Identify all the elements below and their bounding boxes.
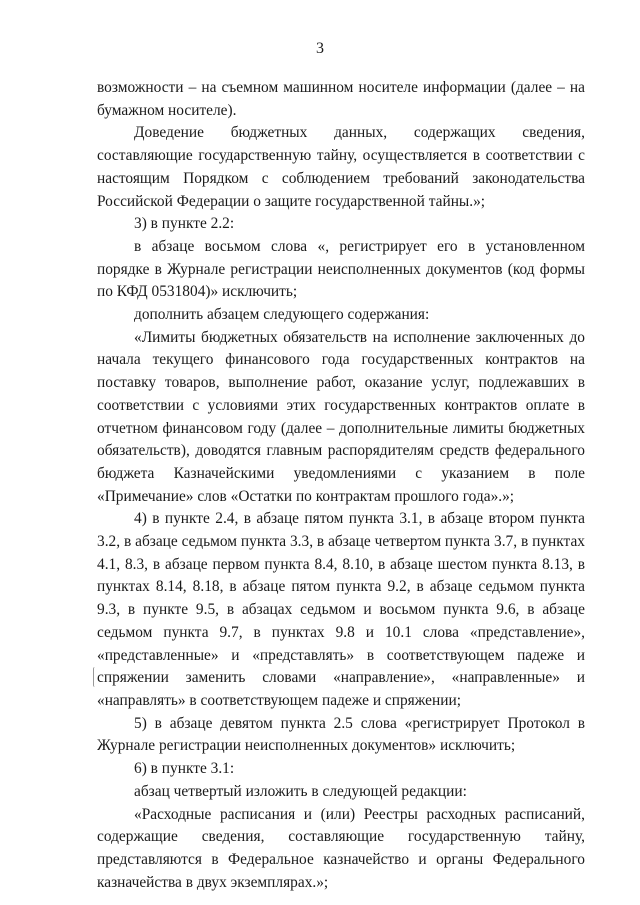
paragraph: абзац четвертый изложить в следующей редакции: (134, 782, 467, 800)
paragraph: дополнить абзацем следующего содержания: (134, 306, 430, 324)
body-text (97, 77, 585, 894)
amendment-item-heading: 6) в пункте 3.1: (134, 760, 235, 778)
paragraph: Доведение бюджетных данных, содержащих сведения, составляющие государственную тайну, осуществляется в соответствии с настоящим Порядком с соблюдением требований законодательства Российской Федерации о защите государственной тайны.»; (97, 124, 585, 210)
paragraph: возможности – на съемном машинном носителе информации (далее – на бумажном носителе). (97, 79, 585, 119)
amendment-item: 4) в пункте 2.4, в абзаце пятом пункта 3.1, в абзаце втором пункта 3.2, в абзаце седьмом пункта 3.3, в абзаце четвертом пункта 3.7, в пунктах 4.1, 8.3, в абзаце первом пункта 8.4, 8.10, в абзаце шестом пункта 8.13, в пунктах 8.14, 8.18, в абзаце пятом пункта 9.2, в абзаце седьмом пункта 9.3, в пункте 9.5, в абзацах седьмом и восьмом пункта 9.6, в абзаце седьмом пункта 9.7, в пунктах 9.8 и 10.1 слова «представление», «представленные» и «представлять» в соответствующем падеже и спряжении заменить словами «направление», «направленные» и «направлять» в соответствующем падеже и спряжении; (97, 510, 585, 709)
quoted-paragraph: «Лимиты бюджетных обязательств на исполнение заключенных до начала текущего финансового года государственных контрактов на поставку товаров, выполнение работ, оказание услуг, подлежавших в соответствии с условиями этих государственных контрактов оплате в отчетном финансовом году (далее – дополнительные лимиты бюджетных обязательств), доводятся главным распорядителям средств федерального бюджета Казначейскими уведомлениями с указанием в поле «Примечание» слов «Остатки по контрактам прошлого года».»; (97, 328, 585, 505)
paragraph: в абзаце восьмом слова «, регистрирует его в установленном порядке в Журнале регистрации неисполненных документов (код формы по КФД 0531804)» исключить; (97, 237, 585, 301)
amendment-item-heading: 3) в пункте 2.2: (134, 215, 235, 233)
margin-mark (93, 667, 100, 687)
quoted-paragraph: «Расходные расписания и (или) Реестры расходных расписаний, содержащие сведения, составляющие государственную тайну, представляются в Федеральное казначейство и органы Федерального казначейства в двух экземплярах.»; (97, 805, 585, 891)
page-number: 3 (316, 40, 324, 57)
amendment-item: 5) в абзаце девятом пункта 2.5 слова «регистрирует Протокол в Журнале регистрации неисполненных документов» исключить; (97, 714, 585, 755)
